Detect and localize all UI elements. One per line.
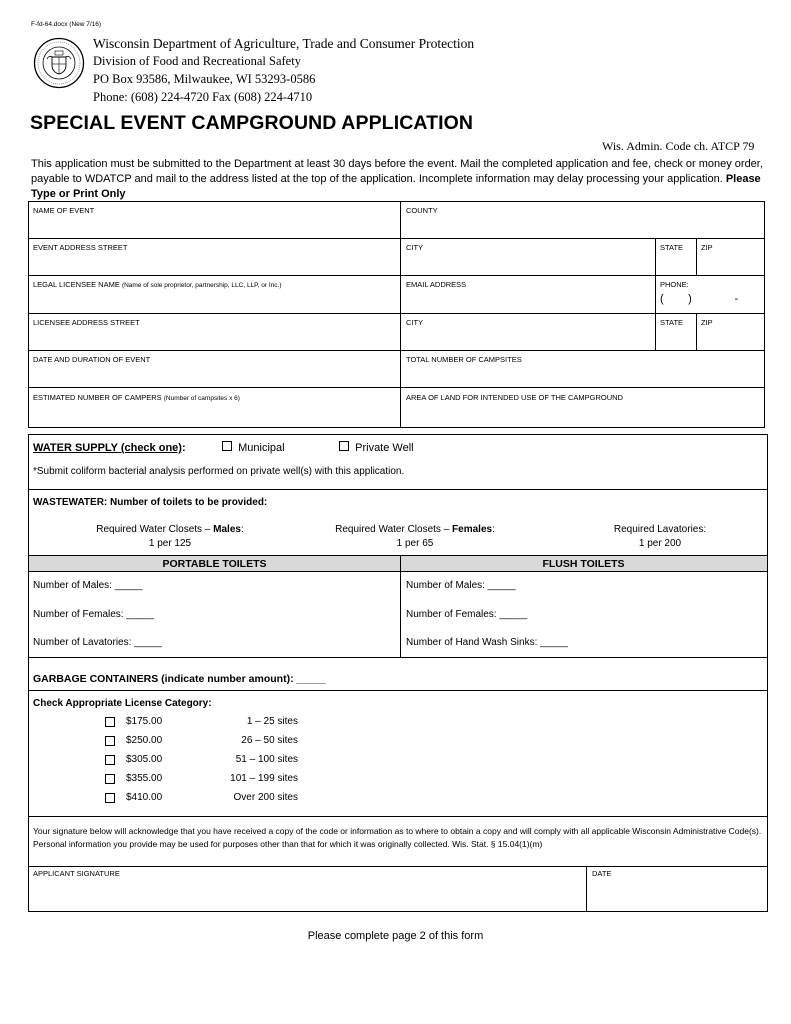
municipal-checkbox[interactable] bbox=[222, 441, 232, 451]
license-checkbox[interactable] bbox=[105, 755, 115, 765]
req-females-bold: Females bbox=[452, 524, 493, 535]
req-females-prefix: Required Water Closets – bbox=[335, 524, 453, 535]
applicant-signature-label: APPLICANT SIGNATURE bbox=[33, 869, 120, 878]
signature-notice: Your signature below will acknowledge that you have received a copy of the code or information as to where to obtain a copy and will comply with all applicable Wisconsin Administrative Code(s). Personal information you provide may be used for purposes other than that for which it was originally collected. Wis. Stat. § 15.04(1)(m) bbox=[33, 826, 762, 849]
license-fee: $355.00 bbox=[126, 773, 163, 784]
divider bbox=[28, 657, 768, 658]
event-address-label: EVENT ADDRESS STREET bbox=[33, 243, 128, 252]
license-site-range: 1 – 25 sites bbox=[246, 716, 298, 727]
license-fee: $250.00 bbox=[126, 735, 163, 746]
license-site-range: Over 200 sites bbox=[233, 792, 298, 803]
agency-phone: Phone: (608) 224-4720 Fax (608) 224-4710 bbox=[93, 90, 313, 104]
license-fee: $175.00 bbox=[126, 716, 163, 727]
water-private-well-option[interactable] bbox=[339, 441, 414, 454]
divider bbox=[400, 201, 401, 428]
req-males-rate: 1 per 125 bbox=[148, 538, 192, 549]
divider bbox=[696, 238, 697, 275]
divider bbox=[28, 571, 768, 572]
divider bbox=[28, 489, 768, 490]
est-campers-note: (Number of campsites x 6) bbox=[163, 395, 240, 402]
total-campsites-label: TOTAL NUMBER OF CAMPSITES bbox=[406, 355, 522, 364]
private-well-checkbox[interactable] bbox=[339, 441, 349, 451]
licensee-address-label: LICENSEE ADDRESS STREET bbox=[33, 318, 140, 327]
flush-hand-wash-sinks[interactable]: Number of Hand Wash Sinks: _____ bbox=[406, 637, 568, 648]
portable-toilets-header: PORTABLE TOILETS bbox=[162, 558, 267, 570]
form-title: SPECIAL EVENT CAMPGROUND APPLICATION bbox=[30, 112, 474, 134]
flush-females[interactable]: Number of Females: _____ bbox=[406, 609, 528, 620]
flush-males[interactable]: Number of Males: _____ bbox=[406, 580, 516, 591]
garbage-containers[interactable]: GARBAGE CONTAINERS (indicate number amount): _____ bbox=[33, 673, 326, 685]
date-label: DATE bbox=[592, 869, 612, 878]
event-zip-label: ZIP bbox=[701, 243, 713, 252]
est-campers-title: ESTIMATED NUMBER OF CAMPERS bbox=[33, 393, 162, 402]
portable-males[interactable]: Number of Males: _____ bbox=[33, 580, 143, 591]
divider bbox=[400, 555, 401, 657]
divider bbox=[28, 350, 765, 351]
intro-text: This application must be submitted to the Department at least 30 days before the event. Mail the completed application and fee, check or money order, payable to WDATCP and mail to the address listed at the top of the application. Incomplete information may delay processing your application. bbox=[31, 158, 763, 185]
divider bbox=[28, 555, 768, 556]
footer-note: Please complete page 2 of this form bbox=[307, 930, 484, 942]
license-site-range: 101 – 199 sites bbox=[230, 773, 298, 784]
license-category-label: Check Appropriate License Category: bbox=[33, 698, 212, 709]
wastewater-label: WASTEWATER: Number of toilets to be provided: bbox=[33, 497, 268, 508]
license-site-range: 51 – 100 sites bbox=[235, 754, 298, 765]
licensee-state-label: STATE bbox=[660, 318, 684, 327]
req-females-rate: 1 per 65 bbox=[396, 538, 434, 549]
private-well-label: Private Well bbox=[355, 442, 414, 454]
water-supply-colon: : bbox=[181, 442, 186, 454]
portable-females[interactable]: Number of Females: _____ bbox=[33, 609, 155, 620]
divider bbox=[655, 275, 656, 313]
admin-code: Wis. Admin. Code ch. ATCP 79 bbox=[602, 139, 755, 153]
licensee-city-label: CITY bbox=[406, 318, 424, 327]
license-checkbox[interactable] bbox=[105, 717, 115, 727]
license-fee: $410.00 bbox=[126, 792, 163, 803]
license-fee: $305.00 bbox=[126, 754, 163, 765]
license-checkbox[interactable] bbox=[105, 774, 115, 784]
area-of-land-label: AREA OF LAND FOR INTENDED USE OF THE CAMPGROUND bbox=[406, 393, 623, 402]
intro-bold-instruction: Please Type or Print Only bbox=[31, 173, 761, 200]
divider bbox=[28, 816, 768, 817]
wisconsin-seal-icon bbox=[33, 37, 85, 89]
req-lavatories-text: Required Lavatories: bbox=[613, 524, 707, 535]
req-females-text: Required Water Closets – Females: bbox=[335, 524, 495, 535]
agency-division: Division of Food and Recreational Safety bbox=[93, 54, 301, 68]
req-males-prefix: Required Water Closets – bbox=[96, 524, 214, 535]
portable-lavatories[interactable]: Number of Lavatories: _____ bbox=[33, 637, 162, 648]
divider bbox=[28, 387, 765, 388]
divider bbox=[655, 238, 656, 275]
water-municipal-option[interactable] bbox=[222, 441, 285, 454]
municipal-label: Municipal bbox=[238, 442, 285, 454]
coliform-note: *Submit coliform bacterial analysis performed on private well(s) with this application. bbox=[33, 466, 405, 477]
legal-licensee-label bbox=[33, 280, 282, 289]
agency-address: PO Box 93586, Milwaukee, WI 53293-0586 bbox=[93, 72, 316, 86]
divider bbox=[655, 313, 656, 350]
event-state-label: STATE bbox=[660, 243, 684, 252]
divider bbox=[696, 313, 697, 350]
legal-licensee-note: (Name of sole proprietor, partnership, LLC, LLP, or Inc.) bbox=[121, 282, 282, 289]
phone-label: PHONE: bbox=[660, 280, 689, 289]
name-of-event-label: NAME OF EVENT bbox=[33, 206, 95, 215]
date-duration-label: DATE AND DURATION OF EVENT bbox=[33, 355, 151, 364]
est-campers-label bbox=[33, 393, 240, 402]
license-checkbox[interactable] bbox=[105, 793, 115, 803]
phone-format: ( ) - bbox=[660, 293, 739, 305]
divider bbox=[586, 866, 587, 912]
license-site-range: 26 – 50 sites bbox=[241, 735, 298, 746]
legal-licensee-title: LEGAL LICENSEE NAME bbox=[33, 280, 120, 289]
flush-toilets-header: FLUSH TOILETS bbox=[542, 558, 625, 570]
req-males-bold: Males bbox=[213, 524, 241, 535]
water-supply-title: WATER SUPPLY (check one) bbox=[33, 442, 182, 454]
form-id: F-fd-64.docx (New 7/16) bbox=[31, 21, 102, 28]
license-checkbox[interactable] bbox=[105, 736, 115, 746]
req-males-text: Required Water Closets – Males: bbox=[96, 524, 244, 535]
water-supply-label bbox=[33, 442, 186, 454]
req-lavatories-rate: 1 per 200 bbox=[638, 538, 682, 549]
licensee-zip-label: ZIP bbox=[701, 318, 713, 327]
email-label: EMAIL ADDRESS bbox=[406, 280, 467, 289]
agency-name: Wisconsin Department of Agriculture, Trade and Consumer Protection bbox=[93, 36, 475, 51]
intro-paragraph bbox=[31, 157, 771, 202]
county-label: COUNTY bbox=[406, 206, 438, 215]
divider bbox=[28, 690, 768, 691]
divider bbox=[28, 866, 768, 867]
event-city-label: CITY bbox=[406, 243, 424, 252]
